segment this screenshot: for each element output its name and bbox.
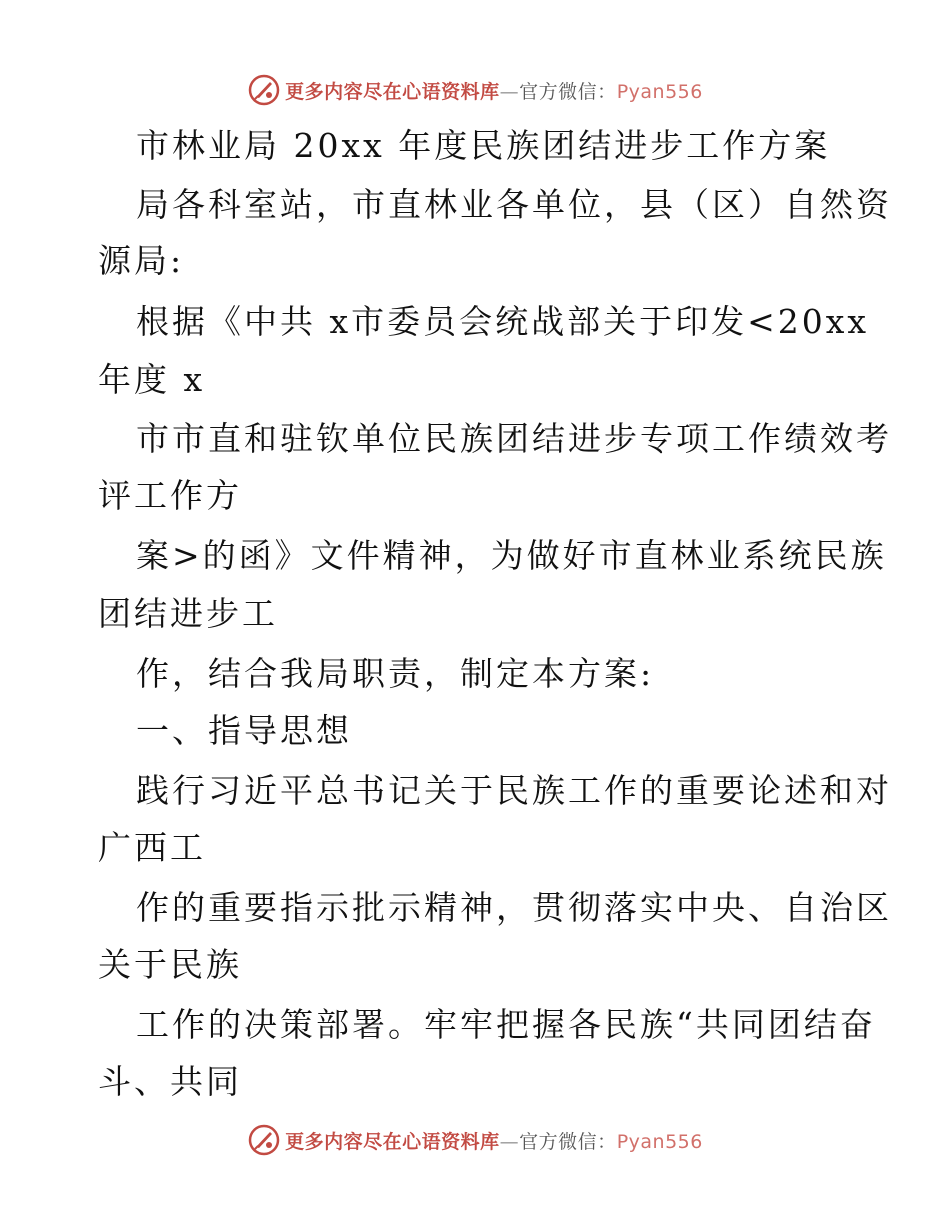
body-line: 作，结合我局职责，制定本方案:: [136, 654, 655, 693]
footer-brand: 更多内容尽在心语资料库: [285, 1130, 500, 1153]
header-separator: —: [499, 80, 520, 103]
body-line: 作的重要指示批示精神，贯彻落实中央、自治区: [136, 888, 892, 927]
body-line: 团结进步工: [98, 594, 278, 633]
body-line: 广西工: [98, 828, 206, 867]
body-line: 局各科室站，市直林业各单位，县（区）自然资: [136, 185, 892, 224]
body-line: 案>的函》文件精神，为做好市直林业系统民族: [136, 536, 887, 575]
quill-logo-icon: [247, 1123, 281, 1157]
body-line: 评工作方: [98, 476, 242, 515]
section-heading: 一、指导思想: [136, 711, 352, 750]
footer-banner-text: [285, 1127, 703, 1154]
body-line: 斗、共同: [98, 1062, 242, 1101]
header-wechat-label: 官方微信：: [519, 80, 617, 103]
body-line: 关于民族: [98, 945, 242, 984]
body-line: 年度 x: [98, 360, 206, 399]
body-line: 践行习近平总书记关于民族工作的重要论述和对: [136, 771, 892, 810]
header-wechat-id: Pyan556: [616, 80, 703, 103]
footer-watermark-banner: [0, 1118, 950, 1162]
body-line: 根据《中共 x市委员会统战部关于印发<20xx: [136, 302, 869, 341]
body-line: 工作的决策部署。牢牢把握各民族“共同团结奋: [136, 1005, 876, 1044]
footer-wechat-label: 官方微信：: [519, 1130, 617, 1153]
body-line: 源局:: [98, 241, 185, 280]
document-title: 市林业局 20xx 年度民族团结进步工作方案: [136, 126, 831, 165]
footer-wechat-id: Pyan556: [616, 1130, 703, 1153]
body-line: 市市直和驻钦单位民族团结进步专项工作绩效考: [136, 419, 892, 458]
footer-separator: —: [499, 1130, 520, 1153]
header-brand: 更多内容尽在心语资料库: [285, 80, 500, 103]
